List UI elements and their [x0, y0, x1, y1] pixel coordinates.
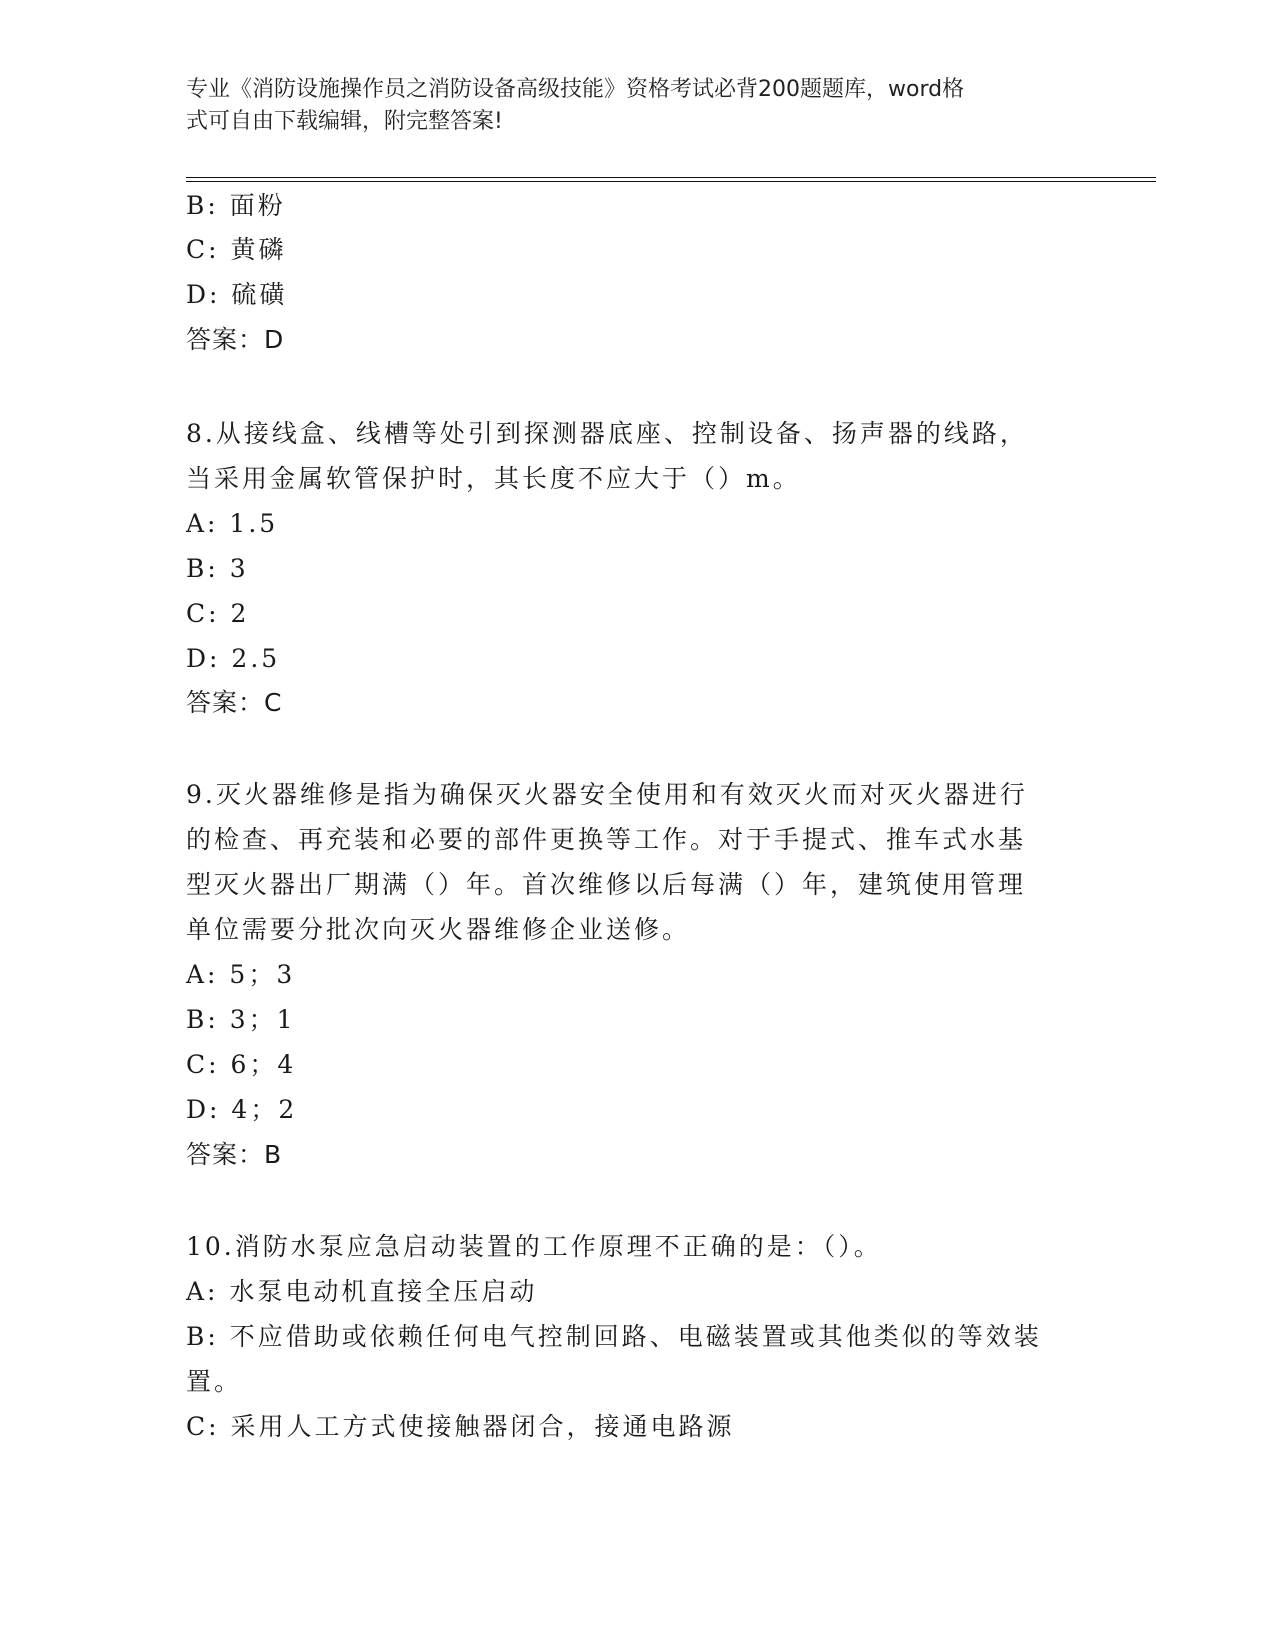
q9-stem-line-4: 单位需要分批次向灭火器维修企业送修。: [186, 915, 691, 944]
q8-answer: 答案：C: [186, 688, 283, 717]
q7-answer: 答案：D: [186, 325, 285, 354]
q9-stem-line-3: 型灭火器出厂期满（）年。首次维修以后每满（）年，建筑使用管理: [186, 870, 1027, 899]
q9-option-a: A: 5；3: [186, 960, 296, 989]
q10-option-a: A: 水泵电动机直接全压启动: [186, 1277, 538, 1306]
header-line-1: 专业《消防设施操作员之消防设备高级技能》资格考试必背200题题库，word格: [186, 77, 965, 102]
q7-option-b: B: 面粉: [186, 191, 286, 220]
q8-stem-line-2: 当采用金属软管保护时，其长度不应大于（）m。: [186, 464, 801, 493]
q7-option-c: C: 黄磷: [186, 235, 287, 264]
q7-option-d: D: 硫磺: [186, 280, 288, 309]
q9-option-d: D: 4；2: [186, 1095, 298, 1124]
q10-option-c: C: 采用人工方式使接触器闭合，接通电路源: [186, 1412, 735, 1441]
q10-option-b-line-1: B: 不应借助或依赖任何电气控制回路、电磁装置或其他类似的等效装: [186, 1322, 1042, 1351]
header-line-2: 式可自由下载编辑，附完整答案!: [186, 109, 503, 134]
q9-stem-line-2: 的检查、再充装和必要的部件更换等工作。对于手提式、推车式水基: [186, 825, 1027, 854]
q10-stem-line-1: 10.消防水泵应急启动装置的工作原理不正确的是：（）。: [186, 1232, 882, 1261]
q9-option-b: B: 3；1: [186, 1005, 296, 1034]
q8-stem-line-1: 8.从接线盒、线槽等处引到探测器底座、控制设备、扬声器的线路，: [186, 419, 1028, 448]
q10-option-b-line-2: 置。: [186, 1367, 243, 1396]
q8-option-d: D: 2.5: [186, 644, 281, 673]
q8-option-a: A: 1.5: [186, 509, 279, 538]
q9-stem-line-1: 9.灭火器维修是指为确保灭火器安全使用和有效灭火而对灭火器进行: [186, 780, 1028, 809]
q9-option-c: C: 6；4: [186, 1050, 297, 1079]
q8-option-b: B: 3: [186, 554, 249, 583]
q8-option-c: C: 2: [186, 599, 250, 628]
q9-answer: 答案：B: [186, 1140, 283, 1169]
document-header: [186, 74, 1066, 138]
header-rule-bottom: [186, 181, 1156, 182]
header-rule-top: [186, 177, 1156, 178]
